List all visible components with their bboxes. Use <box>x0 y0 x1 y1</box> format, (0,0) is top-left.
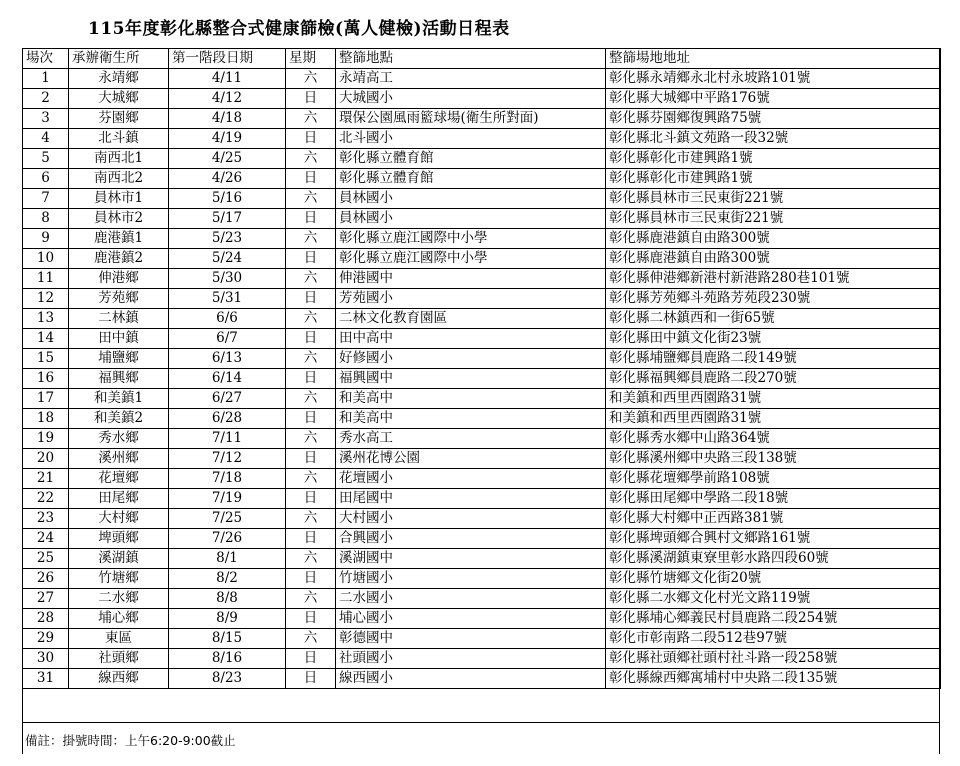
cell-weekday: 六 <box>286 509 336 529</box>
cell-address: 彰化縣溪湖鎮東寮里彰水路四段60號 <box>606 549 941 569</box>
cell-location: 好修國小 <box>336 349 606 369</box>
cell-health-center: 田尾鄉 <box>69 489 169 509</box>
cell-location: 二林文化教育園區 <box>336 309 606 329</box>
cell-weekday: 日 <box>286 609 336 629</box>
cell-session: 5 <box>23 149 69 169</box>
cell-address: 彰化縣社頭鄉社頭村社斗路一段258號 <box>606 649 941 669</box>
cell-weekday: 日 <box>286 449 336 469</box>
cell-date: 5/16 <box>169 189 286 209</box>
cell-date: 7/19 <box>169 489 286 509</box>
cell-location: 永靖高工 <box>336 69 606 89</box>
note-divider <box>22 722 940 723</box>
cell-health-center: 北斗鎮 <box>69 129 169 149</box>
cell-session: 10 <box>23 249 69 269</box>
cell-session: 22 <box>23 489 69 509</box>
cell-address: 彰化縣埔鹽鄉員鹿路二段149號 <box>606 349 941 369</box>
cell-date: 6/28 <box>169 409 286 429</box>
table-row <box>23 409 941 429</box>
cell-location: 合興國小 <box>336 529 606 549</box>
cell-health-center: 溪湖鎮 <box>69 549 169 569</box>
cell-session: 23 <box>23 509 69 529</box>
cell-weekday: 日 <box>286 169 336 189</box>
table-row <box>23 269 941 289</box>
cell-weekday: 日 <box>286 649 336 669</box>
cell-address: 彰化縣鹿港鎮自由路300號 <box>606 249 941 269</box>
cell-weekday: 日 <box>286 329 336 349</box>
cell-health-center: 花壇鄉 <box>69 469 169 489</box>
cell-location: 環保公園風雨籃球場(衛生所對面) <box>336 109 606 129</box>
cell-date: 7/26 <box>169 529 286 549</box>
cell-weekday: 六 <box>286 549 336 569</box>
cell-address: 彰化縣溪州鄉中央路三段138號 <box>606 449 941 469</box>
cell-location: 北斗國小 <box>336 129 606 149</box>
cell-session: 24 <box>23 529 69 549</box>
cell-health-center: 鹿港鎮1 <box>69 229 169 249</box>
cell-address: 和美鎮和西里西園路31號 <box>606 389 941 409</box>
cell-address: 彰化縣員林市三民東街221號 <box>606 209 941 229</box>
table-row <box>23 229 941 249</box>
table-row <box>23 469 941 489</box>
cell-location: 伸港國中 <box>336 269 606 289</box>
cell-address: 彰化縣秀水鄉中山路364號 <box>606 429 941 449</box>
header-session: 場次 <box>23 49 69 69</box>
cell-date: 7/12 <box>169 449 286 469</box>
cell-date: 8/1 <box>169 549 286 569</box>
cell-address: 彰化縣竹塘鄉文化街20號 <box>606 569 941 589</box>
cell-location: 彰德國中 <box>336 629 606 649</box>
table-row <box>23 649 941 669</box>
cell-address: 彰化縣田尾鄉中學路二段18號 <box>606 489 941 509</box>
cell-date: 7/18 <box>169 469 286 489</box>
table-row <box>23 89 941 109</box>
table-row <box>23 609 941 629</box>
cell-weekday: 六 <box>286 589 336 609</box>
cell-location: 彰化縣立鹿江國際中小學 <box>336 249 606 269</box>
cell-session: 26 <box>23 569 69 589</box>
remark-note: 備註：掛號時間：上午6:20-9:00截止 <box>25 733 236 748</box>
cell-weekday: 六 <box>286 309 336 329</box>
table-header-row <box>23 49 941 69</box>
cell-session: 2 <box>23 89 69 109</box>
cell-location: 彰化縣立體育館 <box>336 169 606 189</box>
cell-date: 4/26 <box>169 169 286 189</box>
cell-session: 4 <box>23 129 69 149</box>
cell-session: 20 <box>23 449 69 469</box>
cell-address: 彰化縣彰化市建興路1號 <box>606 149 941 169</box>
cell-health-center: 芳苑鄉 <box>69 289 169 309</box>
cell-weekday: 日 <box>286 209 336 229</box>
cell-date: 6/13 <box>169 349 286 369</box>
table-row <box>23 389 941 409</box>
cell-session: 31 <box>23 669 69 689</box>
table-row <box>23 549 941 569</box>
cell-session: 7 <box>23 189 69 209</box>
table-row <box>23 569 941 589</box>
table-row <box>23 669 941 689</box>
cell-weekday: 六 <box>286 349 336 369</box>
table-row <box>23 249 941 269</box>
cell-health-center: 大村鄉 <box>69 509 169 529</box>
cell-address: 彰化縣彰化市建興路1號 <box>606 169 941 189</box>
table-row <box>23 449 941 469</box>
cell-date: 8/15 <box>169 629 286 649</box>
cell-session: 25 <box>23 549 69 569</box>
cell-date: 5/23 <box>169 229 286 249</box>
cell-date: 5/17 <box>169 209 286 229</box>
cell-address: 彰化縣員林市三民東街221號 <box>606 189 941 209</box>
cell-date: 4/12 <box>169 89 286 109</box>
cell-date: 8/23 <box>169 669 286 689</box>
cell-weekday: 六 <box>286 229 336 249</box>
table-row <box>23 529 941 549</box>
cell-session: 6 <box>23 169 69 189</box>
table-row <box>23 589 941 609</box>
cell-date: 8/16 <box>169 649 286 669</box>
cell-date: 5/30 <box>169 269 286 289</box>
table-row <box>23 349 941 369</box>
cell-weekday: 日 <box>286 369 336 389</box>
cell-date: 4/11 <box>169 69 286 89</box>
table-row <box>23 289 941 309</box>
cell-session: 13 <box>23 309 69 329</box>
table-row <box>23 69 941 89</box>
cell-health-center: 員林市1 <box>69 189 169 209</box>
cell-location: 彰化縣立鹿江國際中小學 <box>336 229 606 249</box>
cell-health-center: 線西鄉 <box>69 669 169 689</box>
cell-address: 彰化縣二林鎮西和一街65號 <box>606 309 941 329</box>
cell-address: 彰化縣北斗鎮文苑路一段32號 <box>606 129 941 149</box>
cell-session: 12 <box>23 289 69 309</box>
cell-address: 彰化縣芬園鄉復興路75號 <box>606 109 941 129</box>
table-row <box>23 109 941 129</box>
cell-health-center: 秀水鄉 <box>69 429 169 449</box>
cell-session: 1 <box>23 69 69 89</box>
cell-health-center: 東區 <box>69 629 169 649</box>
cell-address: 彰化縣花壇鄉學前路108號 <box>606 469 941 489</box>
cell-location: 福興國中 <box>336 369 606 389</box>
cell-health-center: 永靖鄉 <box>69 69 169 89</box>
cell-location: 社頭國小 <box>336 649 606 669</box>
cell-weekday: 六 <box>286 429 336 449</box>
cell-date: 4/25 <box>169 149 286 169</box>
cell-address: 彰化縣線西鄉寓埔村中央路二段135號 <box>606 669 941 689</box>
cell-health-center: 二林鎮 <box>69 309 169 329</box>
cell-session: 29 <box>23 629 69 649</box>
cell-health-center: 竹塘鄉 <box>69 569 169 589</box>
cell-health-center: 和美鎮1 <box>69 389 169 409</box>
cell-weekday: 日 <box>286 489 336 509</box>
cell-address: 彰化縣福興鄉員鹿路二段270號 <box>606 369 941 389</box>
table-row <box>23 209 941 229</box>
cell-location: 芳苑國小 <box>336 289 606 309</box>
cell-weekday: 日 <box>286 289 336 309</box>
cell-session: 8 <box>23 209 69 229</box>
cell-weekday: 六 <box>286 189 336 209</box>
cell-address: 彰化縣鹿港鎮自由路300號 <box>606 229 941 249</box>
cell-health-center: 埔心鄉 <box>69 609 169 629</box>
cell-address: 彰化縣伸港鄉新港村新港路280巷101號 <box>606 269 941 289</box>
cell-date: 8/8 <box>169 589 286 609</box>
cell-session: 19 <box>23 429 69 449</box>
cell-weekday: 日 <box>286 409 336 429</box>
table-row <box>23 629 941 649</box>
cell-weekday: 六 <box>286 109 336 129</box>
cell-weekday: 日 <box>286 249 336 269</box>
header-health-center: 承辦衛生所 <box>69 49 169 69</box>
table-row <box>23 369 941 389</box>
cell-location: 秀水高工 <box>336 429 606 449</box>
cell-date: 5/24 <box>169 249 286 269</box>
cell-session: 15 <box>23 349 69 369</box>
cell-date: 8/9 <box>169 609 286 629</box>
cell-date: 7/11 <box>169 429 286 449</box>
cell-session: 30 <box>23 649 69 669</box>
table-row <box>23 309 941 329</box>
cell-weekday: 六 <box>286 69 336 89</box>
cell-session: 17 <box>23 389 69 409</box>
cell-weekday: 日 <box>286 669 336 689</box>
cell-address: 彰化縣芳苑鄉斗苑路芳苑段230號 <box>606 289 941 309</box>
cell-health-center: 二水鄉 <box>69 589 169 609</box>
header-weekday: 星期 <box>286 49 336 69</box>
cell-address: 彰化縣田中鎮文化街23號 <box>606 329 941 349</box>
cell-location: 埔心國小 <box>336 609 606 629</box>
cell-health-center: 溪州鄉 <box>69 449 169 469</box>
cell-weekday: 六 <box>286 469 336 489</box>
cell-date: 6/14 <box>169 369 286 389</box>
schedule-table <box>22 48 941 689</box>
cell-location: 二水國小 <box>336 589 606 609</box>
table-row <box>23 189 941 209</box>
cell-health-center: 南西北2 <box>69 169 169 189</box>
cell-weekday: 日 <box>286 529 336 549</box>
cell-date: 5/31 <box>169 289 286 309</box>
cell-weekday: 日 <box>286 89 336 109</box>
cell-weekday: 六 <box>286 269 336 289</box>
table-row <box>23 169 941 189</box>
table-row <box>23 429 941 449</box>
cell-weekday: 六 <box>286 149 336 169</box>
cell-location: 大村國小 <box>336 509 606 529</box>
cell-session: 28 <box>23 609 69 629</box>
cell-address: 彰化縣大城鄉中平路176號 <box>606 89 941 109</box>
cell-date: 6/7 <box>169 329 286 349</box>
table-row <box>23 129 941 149</box>
cell-health-center: 大城鄉 <box>69 89 169 109</box>
cell-address: 彰化縣大村鄉中正西路381號 <box>606 509 941 529</box>
cell-session: 27 <box>23 589 69 609</box>
cell-weekday: 六 <box>286 389 336 409</box>
cell-date: 6/27 <box>169 389 286 409</box>
cell-address: 彰化縣埤頭鄉合興村文鄉路161號 <box>606 529 941 549</box>
cell-session: 18 <box>23 409 69 429</box>
table-body <box>23 69 941 689</box>
cell-address: 彰化縣永靖鄉永北村永坡路101號 <box>606 69 941 89</box>
cell-location: 和美高中 <box>336 409 606 429</box>
cell-location: 竹塘國小 <box>336 569 606 589</box>
cell-health-center: 鹿港鎮2 <box>69 249 169 269</box>
cell-weekday: 日 <box>286 569 336 589</box>
cell-address: 彰化縣埔心鄉義民村員鹿路二段254號 <box>606 609 941 629</box>
cell-weekday: 六 <box>286 629 336 649</box>
cell-date: 4/18 <box>169 109 286 129</box>
cell-health-center: 田中鎮 <box>69 329 169 349</box>
cell-location: 溪州花博公園 <box>336 449 606 469</box>
header-date: 第一階段日期 <box>169 49 286 69</box>
table-row <box>23 149 941 169</box>
cell-health-center: 福興鄉 <box>69 369 169 389</box>
cell-location: 和美高中 <box>336 389 606 409</box>
cell-location: 員林國小 <box>336 209 606 229</box>
cell-weekday: 日 <box>286 129 336 149</box>
cell-address: 彰化市彰南路二段512巷97號 <box>606 629 941 649</box>
cell-date: 8/2 <box>169 569 286 589</box>
cell-location: 線西國小 <box>336 669 606 689</box>
cell-location: 大城國小 <box>336 89 606 109</box>
cell-date: 6/6 <box>169 309 286 329</box>
cell-location: 田中高中 <box>336 329 606 349</box>
cell-health-center: 伸港鄉 <box>69 269 169 289</box>
cell-session: 3 <box>23 109 69 129</box>
cell-session: 11 <box>23 269 69 289</box>
cell-health-center: 南西北1 <box>69 149 169 169</box>
header-location: 整篩地點 <box>336 49 606 69</box>
cell-health-center: 埔鹽鄉 <box>69 349 169 369</box>
cell-session: 16 <box>23 369 69 389</box>
cell-health-center: 芬園鄉 <box>69 109 169 129</box>
table-row <box>23 489 941 509</box>
cell-location: 花壇國小 <box>336 469 606 489</box>
cell-location: 彰化縣立體育館 <box>336 149 606 169</box>
cell-health-center: 社頭鄉 <box>69 649 169 669</box>
cell-session: 21 <box>23 469 69 489</box>
cell-address: 彰化縣二水鄉文化村光文路119號 <box>606 589 941 609</box>
page-title: 115年度彰化縣整合式健康篩檢(萬人健檢)活動日程表 <box>88 19 510 39</box>
table-row <box>23 509 941 529</box>
cell-session: 9 <box>23 229 69 249</box>
cell-date: 4/19 <box>169 129 286 149</box>
table-row <box>23 329 941 349</box>
cell-health-center: 和美鎮2 <box>69 409 169 429</box>
cell-health-center: 埤頭鄉 <box>69 529 169 549</box>
cell-address: 和美鎮和西里西園路31號 <box>606 409 941 429</box>
cell-session: 14 <box>23 329 69 349</box>
cell-location: 田尾國中 <box>336 489 606 509</box>
cell-date: 7/25 <box>169 509 286 529</box>
cell-health-center: 員林市2 <box>69 209 169 229</box>
cell-location: 溪湖國中 <box>336 549 606 569</box>
header-address: 整篩場地地址 <box>606 49 941 69</box>
cell-location: 員林國小 <box>336 189 606 209</box>
